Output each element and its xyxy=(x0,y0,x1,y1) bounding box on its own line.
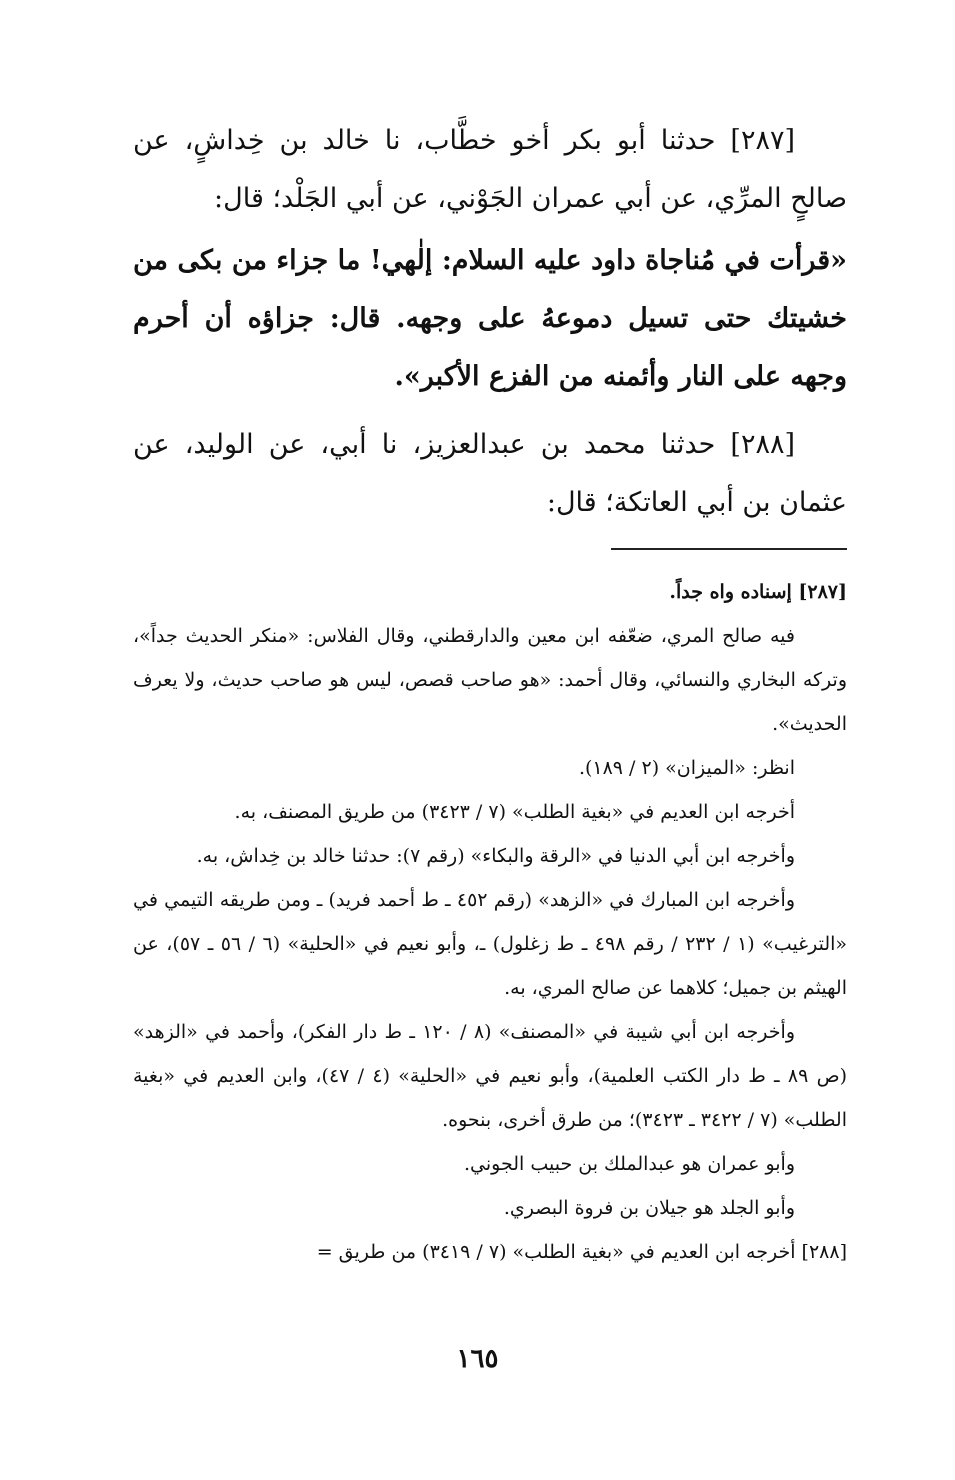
footnote-paragraph: وأبو عمران هو عبدالملك بن حبيب الجوني. xyxy=(464,1153,795,1175)
footnote-287-grading: [٢٨٧] إسناده واه جداً. xyxy=(669,581,847,603)
hadith-287-chain: [٢٨٧] حدثنا أبو بكر أخو خطَّاب، نا خالد بن خِداشٍ، عن صالحٍ المرِّي، عن أبي عمران الجَوْني، عن أبي الجَلْد؛ قال: xyxy=(133,125,847,214)
main-text xyxy=(133,112,847,532)
footnote-288: [٢٨٨] أخرجه ابن العديم في «بغية الطلب» (٧ / ٣٤١٩) من طريق = xyxy=(316,1241,847,1263)
page-number: ١٦٥ xyxy=(456,1344,499,1374)
footnote-paragraph: وأخرجه ابن أبي الدنيا في «الرقة والبكاء» (رقم ٧): حدثنا خالد بن خِداش، به. xyxy=(196,845,795,867)
hadith-288-chain: [٢٨٨] حدثنا محمد بن عبدالعزيز، نا أبي، عن الوليد، عن عثمان بن أبي العاتكة؛ قال: xyxy=(133,429,847,518)
footnote-paragraph: أخرجه ابن العديم في «بغية الطلب» (٧ / ٣٤٢٣) من طريق المصنف، به. xyxy=(234,801,795,823)
hadith-287-text: «قرأت في مُناجاة داود عليه السلام: إلٰهي! ما جزاء من بكى من خشيتك حتى تسيل دموعهُ على وجهه. قال: جزاؤه أن أحرم وجهه على النار وأئمنه من الفزع الأكبر». xyxy=(133,245,847,392)
footnotes xyxy=(133,570,847,1274)
footnote-paragraph: وأبو الجلد هو جيلان بن فروة البصري. xyxy=(503,1197,795,1219)
footnote-paragraph: انظر: «الميزان» (٢ / ١٨٩). xyxy=(578,757,795,779)
footnote-separator xyxy=(611,548,847,550)
footnote-paragraph: وأخرجه ابن المبارك في «الزهد» (رقم ٤٥٢ ـ ط أحمد فريد) ـ ومن طريقه التيمي في «الترغيب» (١ / ٢٣٢ / رقم ٤٩٨ ـ ط زغلول) ـ، وأبو نعيم في «الحلية» (٦ / ٥٦ ـ ٥٧)، عن الهيثم بن جميل؛ كلاهما عن صالح المري، به. xyxy=(133,889,848,999)
book-page xyxy=(133,112,847,1412)
footnote-paragraph: وأخرجه ابن أبي شيبة في «المصنف» (٨ / ١٢٠ ـ ط دار الفكر)، وأحمد في «الزهد» (ص ٨٩ ـ ط دار الكتب العلمية)، وأبو نعيم في «الحلية» (٤ / ٤٧)، وابن العديم في «بغية الطلب» (٧ / ٣٤٢٢ ـ ٣٤٢٣)؛ من طرق أخرى، بنحوه. xyxy=(133,1021,848,1131)
footnote-paragraph: فيه صالح المري، ضعّفه ابن معين والدارقطني، وقال الفلاس: «منكر الحديث جداً»، وتركه البخاري والنسائي، وقال أحمد: «هو صاحب قصص، ليس هو صاحب حديث، ولا يعرف الحديث». xyxy=(133,625,847,735)
